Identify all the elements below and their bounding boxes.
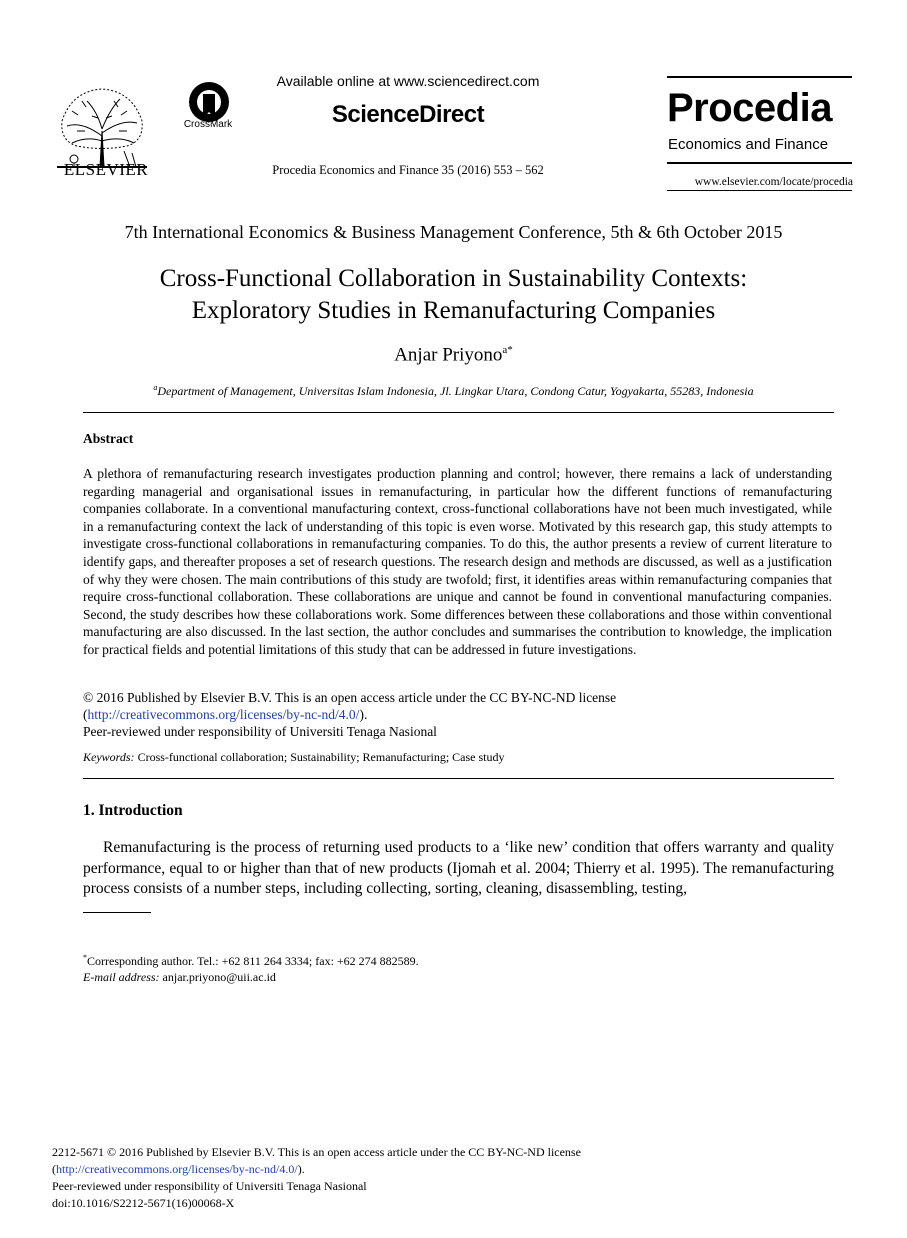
introduction-heading: 1. Introduction [83, 802, 183, 819]
license-open-paren: ( [83, 707, 88, 722]
paper-title-line-2: Exploratory Studies in Remanufacturing Companies [191, 297, 716, 324]
abstract-top-rule [83, 412, 834, 413]
procedia-divider-thin [667, 190, 852, 191]
bottom-license-link[interactable]: http://creativecommons.org/licenses/by-nc-nd/4.0/ [56, 1162, 298, 1176]
abstract-body: A plethora of remanufacturing research investigates production planning and control; however, there remains a lack of understanding regarding managerial and organisational issues in remanufacturing, in particular how the different functions of remanufacturing companies collaborate. In a conventional manufacturing context, cross-functional collaborations have not been much investigated, while in a remanufacturing context the lack of understanding of this topic is even worse. Motivated by this research gap, this study attempts to investigate cross-functional collaborations in remanufacturing companies. To do this, the author presents a review of current literature to identify gaps, and thereafter proposes a set of research questions. The research design and methods are discussed, as well as a justification of why they were chosen. The main contributions of this study are twofold; first, it identifies areas within remanufacturing companies that require cross-functional collaboration. These collaborations are unique and cannot be found in conventional manufacturing companies. Second, the study describes how these collaborations work. Some differences between these collaborations and those within conventional manufacturing are also discussed. In the last section, the author concludes and summarises the contribution to knowledge, the implication for practical fields and potential limitations of this study that can be addressed in future investigations. [83, 466, 832, 657]
email-link[interactable]: anjar.priyono@uii.ac.id [162, 970, 276, 984]
journal-url-link[interactable]: www.elsevier.com/locate/procedia [694, 176, 853, 188]
copyright-line: © 2016 Published by Elsevier B.V. This is an open access article under the CC BY-NC-ND license [83, 690, 617, 705]
keywords-line [83, 750, 505, 765]
bottom-license-open: ( [52, 1162, 56, 1176]
paper-title [40, 263, 867, 327]
conference-line: 7th International Economics & Business Management Conference, 5th & 6th October 2015 [124, 222, 783, 242]
paper-title-line-1: Cross-Functional Collaboration in Sustainability Contexts: [159, 265, 748, 292]
introduction-body: Remanufacturing is the process of returning used products to a ‘like new’ condition that offers warranty and quality performance, equal to or higher than that of new products (Ijomah et al. 2004; Thierry et al. 1995). The remanufacturing process consists of a number steps, including collecting, sorting, cleaning, disassembling, testing, [83, 839, 834, 897]
footnote-corresponding-text: Corresponding author. Tel.: +62 811 264 3334; fax: +62 274 882589. [87, 954, 419, 968]
author-line [40, 344, 867, 366]
affiliation-line [40, 383, 867, 399]
footnote-email [83, 970, 276, 985]
footnote-corresponding [83, 953, 419, 969]
crossmark-label: CrossMark [183, 119, 233, 130]
email-label: E-mail address: [83, 970, 160, 984]
license-line [83, 707, 367, 723]
issn-copyright-line: 2212-5671 © 2016 Published by Elsevier B.V. This is an open access article under the CC BY-NC-ND license [52, 1145, 581, 1159]
footnote-mark: * [83, 953, 87, 962]
procedia-subtitle: Economics and Finance [668, 136, 829, 153]
doi-line[interactable]: doi:10.1016/S2212-5671(16)00068-X [52, 1196, 235, 1210]
license-close-paren: ). [359, 707, 368, 722]
abstract-heading: Abstract [83, 431, 134, 446]
footnote-rule [83, 912, 151, 913]
procedia-divider [667, 162, 852, 164]
keywords-list: Cross-functional collaboration; Sustainability; Remanufacturing; Case study [137, 750, 505, 764]
affiliation-text: Department of Management, Universitas Islam Indonesia, Jl. Lingkar Utara, Condong Catur, Yogyakarta, 55283, Indonesia [157, 384, 754, 398]
bottom-peer-review-line: Peer-reviewed under responsibility of Universiti Tenaga Nasional [52, 1179, 367, 1193]
keywords-label: Keywords: [83, 750, 135, 764]
peer-review-line: Peer-reviewed under responsibility of Universiti Tenaga Nasional [83, 724, 437, 739]
affiliation-mark: a [153, 383, 158, 392]
available-online-text: Available online at www.sciencedirect.com [276, 73, 540, 89]
elsevier-wordmark: ELSEVIER [63, 160, 149, 179]
procedia-header-bars [667, 76, 852, 81]
author-mark: a* [502, 344, 513, 356]
procedia-wordmark: Procedia [667, 86, 832, 130]
author-name: Anjar Priyono [394, 344, 503, 366]
bottom-license-close: ). [297, 1162, 305, 1176]
license-link[interactable]: http://creativecommons.org/licenses/by-nc-nd/4.0/ [87, 707, 360, 722]
journal-reference: Procedia Economics and Finance 35 (2016) 553 – 562 [272, 163, 544, 177]
abstract-bottom-rule [83, 778, 834, 779]
sciencedirect-logo[interactable]: ScienceDirect [331, 101, 485, 128]
bottom-license-line [52, 1162, 305, 1177]
